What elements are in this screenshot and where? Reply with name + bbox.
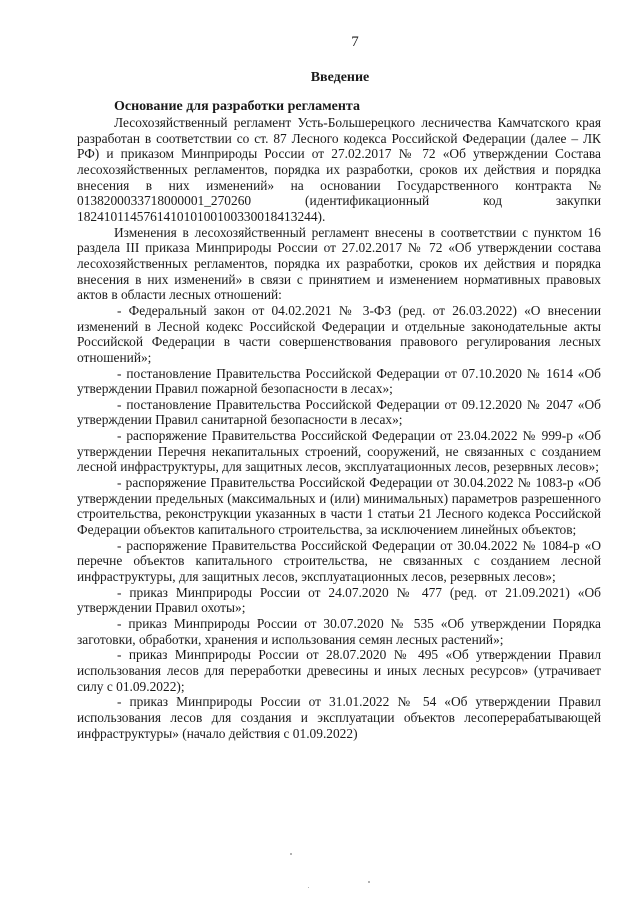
list-item: - приказ Минприроды России от 28.07.2020 № 495 «Об утверждении Правил использования лесов для переработки древесины и иных лесных ресурсов» (утрачивает силу с 01.09.2022); [77, 647, 601, 694]
list-item: - приказ Минприроды России от 30.07.2020 № 535 «Об утверждении Порядка заготовки, обработки, хранения и использования семян лесных растений»; [77, 616, 601, 647]
section-title: Введение [310, 70, 370, 85]
list-item: - постановление Правительства Российской Федерации от 07.10.2020 № 1614 «Об утверждении Правил пожарной безопасности в лесах»; [77, 365, 601, 397]
scan-speck [308, 887, 309, 888]
paragraph-intro: Лесохозяйственный регламент Усть-Большерецкого лесничества Камчатского края разработан в соответствии со ст. 87 Лесного кодекса Российской Федерации (далее – ЛК РФ) и приказом Минприроды России от 27.02.2017 № 72 «Об утверждении Состава лесохозяйственных регламентов, порядка их разработки, сроков их действия и порядка внесения в них изменений» на основании Государственного контракта № 0138200033718000001_270260 (идентификационный код закупки 182410114576141010100100330018413244). [77, 115, 601, 224]
paragraph-changes: Изменения в лесохозяйственный регламент внесены в соответствии с пунктом 16 раздела III приказа Минприроды России от 27.02.2017 № 72 «Об утверждении состава лесохозяйственных регламентов, порядка их разработки, сроков их действия и порядка внесения в них изменений» в связи с принятием и изменением нормативных правовых актов в области лесных отношений: [77, 224, 601, 303]
section-subtitle: Основание для разработки регламента [114, 99, 360, 114]
list-item: - приказ Минприроды России от 24.07.2020 № 477 (ред. от 21.09.2021) «Об утверждении Правил охоты»; [77, 584, 601, 616]
list-item: - распоряжение Правительства Российской Федерации от 30.04.2022 № 1084-р «О перечне объектов капитального строительства, не связанных с созданием лесной инфраструктуры, для защитных лесов, эксплуатационных лесов, резервных лесов»; [77, 537, 601, 585]
list-item: - Федеральный закон от 04.02.2021 № 3-ФЗ (ред. от 26.03.2022) «О внесении изменений в Лесной кодекс Российской Федерации и отдельные законодательные акты Российской Федерации в части совершенствования правового регулирования лесных отношений»; [77, 302, 601, 365]
list-item: - распоряжение Правительства Российской Федерации от 23.04.2022 № 999-р «Об утверждении Перечня некапитальных строений, сооружений, не связанных с созданием лесной инфраструктуры, для защитных лесов, эксплуатационных лесов, резервных лесов»; [77, 428, 601, 475]
page-number: 7 [351, 34, 359, 50]
list-item: - постановление Правительства Российской Федерации от 09.12.2020 № 2047 «Об утверждении Правил санитарной безопасности в лесах»; [77, 396, 601, 428]
list-item: - распоряжение Правительства Российской Федерации от 30.04.2022 № 1083-р «Об утверждении предельных (максимальных и (или) минимальных) параметров разрешенного строительства, реконструкции указанных в части 1 статьи 21 Лесного кодекса Российской Федерации объектов капитального строительства, за исключением линейных объектов; [77, 475, 601, 538]
body-text [77, 115, 601, 741]
scan-speck [290, 853, 292, 855]
list-item: - приказ Минприроды России от 31.01.2022 № 54 «Об утверждении Правил использования лесов для создания и эксплуатации объектов лесоперерабатывающей инфраструктуры» (начало действия с 01.09.2022) [77, 694, 601, 741]
scan-speck [368, 881, 370, 883]
